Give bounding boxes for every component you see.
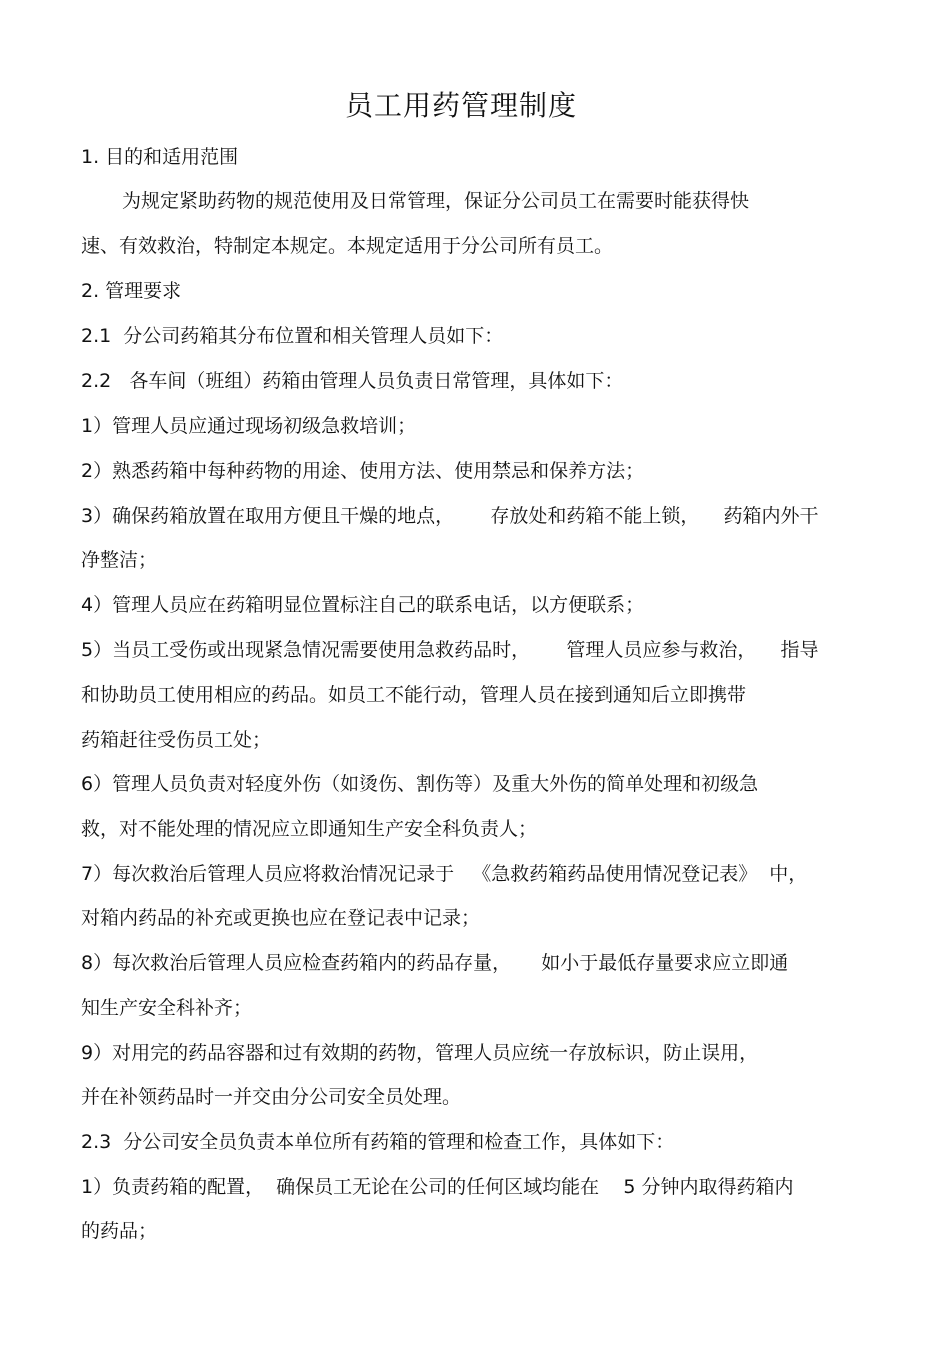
list-item: 2）熟悉药箱中每种药物的用途、使用方法、使用禁忌和保养方法； <box>81 460 645 482</box>
list-item-continuation: 净整洁； <box>81 549 158 571</box>
document-title: 员工用药管理制度 <box>344 89 577 122</box>
list-item: 1）管理人员应通过现场初级急救培训； <box>81 415 417 437</box>
list-item-continuation: 救，对不能处理的情况应立即通知生产安全科负责人； <box>81 818 538 840</box>
section-heading-2: 2. 管理要求 <box>81 280 182 302</box>
section-heading-1: 1. 目的和适用范围 <box>81 146 239 168</box>
list-item-continuation: 和协助员工使用相应的药品。如员工不能行动，管理人员在接到通知后立即携带 <box>81 684 747 706</box>
list-item: 3）确保药箱放置在取用方便且干燥的地点， 存放处和药箱不能上锁， 药箱内外干 <box>81 505 819 527</box>
list-item: 1）负责药箱的配置， 确保员工无论在公司的任何区域均能在 5 分钟内取得药箱内 <box>81 1176 794 1198</box>
paragraph-line: 速、有效救治，特制定本规定。本规定适用于分公司所有员工。 <box>81 235 614 257</box>
list-item: 5）当员工受伤或出现紧急情况需要使用急救药品时， 管理人员应参与救治， 指导 <box>81 639 819 661</box>
list-item-continuation: 对箱内药品的补充或更换也应在登记表中记录； <box>81 907 481 929</box>
subsection-2-1: 2.1 分公司药箱其分布位置和相关管理人员如下： <box>81 325 504 347</box>
list-item: 7）每次救治后管理人员应将救治情况记录于 《急救药箱药品使用情况登记表》 中， <box>81 863 808 885</box>
list-item: 6）管理人员负责对轻度外伤（如烫伤、割伤等）及重大外伤的简单处理和初级急 <box>81 773 759 795</box>
list-item: 4）管理人员应在药箱明显位置标注自己的联系电话，以方便联系； <box>81 594 645 616</box>
subsection-2-2: 2.2 各车间（班组）药箱由管理人员负责日常管理，具体如下： <box>81 370 624 392</box>
list-item-continuation: 知生产安全科补齐； <box>81 997 253 1019</box>
list-item-continuation: 并在补领药品时一并交由分公司安全员处理。 <box>81 1086 462 1108</box>
list-item: 8）每次救治后管理人员应检查药箱内的药品存量， 如小于最低存量要求应立即通 <box>81 952 789 974</box>
list-item-continuation: 的药品； <box>81 1220 158 1242</box>
list-item: 9）对用完的药品容器和过有效期的药物，管理人员应统一存放标识，防止误用， <box>81 1042 759 1064</box>
paragraph-line: 为规定紧助药物的规范使用及日常管理，保证分公司员工在需要时能获得快 <box>122 190 750 212</box>
subsection-2-3: 2.3 分公司安全员负责本单位所有药箱的管理和检查工作，具体如下： <box>81 1131 675 1153</box>
list-item-continuation: 药箱赶往受伤员工处； <box>81 729 272 751</box>
